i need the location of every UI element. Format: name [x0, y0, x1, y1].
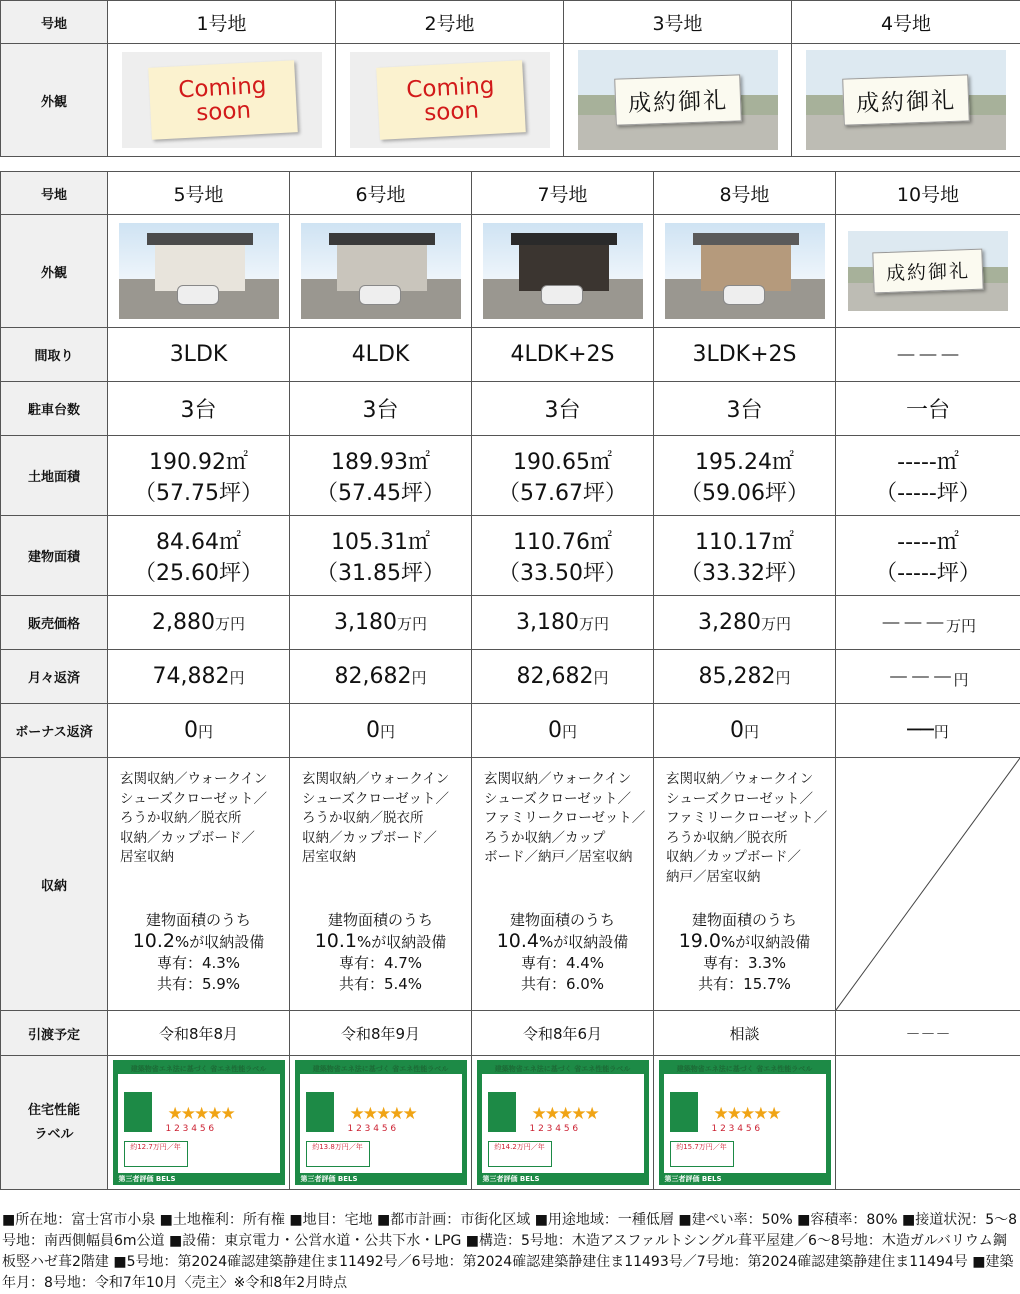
energy-label-title: 建築物省エネ法に基づく 省エネ性能ラベル	[659, 1064, 831, 1074]
building-tsubo: （31.85坪）	[290, 556, 471, 587]
lot-7-handover: 令和8年6月	[472, 1011, 654, 1056]
sold-card: 成約御礼	[614, 74, 742, 125]
storage-line: ファミリークローゼット／	[666, 809, 829, 829]
lot-7-name: 7号地	[472, 172, 654, 215]
storage-line: ろうか収納／脱衣所	[666, 829, 829, 849]
lot-5-bonus	[108, 704, 290, 758]
lot-10-parking: 一台	[836, 382, 1020, 436]
coming-line2: soon	[195, 99, 251, 126]
lot-6-price	[290, 596, 472, 650]
ratio-line	[472, 931, 653, 953]
lot-6-storage	[290, 758, 472, 1011]
storage-ratio	[108, 910, 289, 995]
roof	[693, 233, 799, 245]
label-strip	[488, 1092, 516, 1132]
car	[177, 285, 219, 305]
price-unit: 万円	[946, 617, 976, 635]
storage-line: 納戸／居室収納	[666, 868, 829, 888]
sold-card: 成約御礼	[842, 74, 970, 125]
lot-10-name: 10号地	[836, 172, 1020, 215]
energy-label	[295, 1060, 467, 1185]
perf-label-line1: 住宅性能	[1, 1099, 107, 1123]
bonus-value: 0	[184, 718, 198, 743]
energy-label	[477, 1060, 649, 1185]
lot-10-bonus	[836, 704, 1020, 758]
lot-10-monthly	[836, 650, 1020, 704]
lot-5-perf-label	[108, 1056, 290, 1190]
bonus-unit: 円	[380, 723, 395, 741]
energy-label	[113, 1060, 285, 1185]
lot-7-layout: 4LDK+2S	[472, 328, 654, 382]
land-m2: 189.93㎡	[290, 445, 471, 476]
car	[359, 285, 401, 305]
lot-8-exterior	[654, 215, 836, 328]
coming-soon-image	[122, 52, 322, 148]
header-monthly: 月々返済	[1, 650, 108, 704]
monthly-unit: 円	[411, 669, 426, 687]
header-bonus: ボーナス返済	[1, 704, 108, 758]
energy-label-title: 建築物省エネ法に基づく 省エネ性能ラベル	[113, 1064, 285, 1074]
storage-line: ファミリークローゼット／	[484, 809, 647, 829]
storage-ratio	[654, 910, 835, 995]
lot-8-layout: 3LDK+2S	[654, 328, 836, 382]
label-footer: 第三者評価 BELS	[301, 1174, 358, 1184]
lot-5-storage	[108, 758, 290, 1011]
lot-5-handover: 令和8年8月	[108, 1011, 290, 1056]
house	[155, 243, 245, 291]
bonus-unit: 円	[744, 723, 759, 741]
land-m2: 195.24㎡	[654, 445, 835, 476]
lot-8-land	[654, 436, 836, 516]
main-lots-table	[0, 171, 1020, 1190]
coming-line1: Coming	[177, 74, 266, 103]
shared-ratio: 共有：15.7%	[654, 974, 835, 995]
monthly-value: 85,282	[699, 664, 776, 689]
header-exterior: 外観	[1, 215, 108, 328]
energy-cost: 約12.7万円／年	[124, 1141, 188, 1167]
building-tsubo: （33.32坪）	[654, 556, 835, 587]
lot-8-building	[654, 516, 836, 596]
header-layout: 間取り	[1, 328, 108, 382]
lot-6-land	[290, 436, 472, 516]
lot-5-building	[108, 516, 290, 596]
storage-line: 収納／カップボード／	[120, 829, 283, 849]
lot-5-monthly	[108, 650, 290, 704]
storage-ratio	[472, 910, 653, 995]
lot-5-price	[108, 596, 290, 650]
private-ratio: 専有：4.4%	[472, 953, 653, 974]
lot-8-handover: 相談	[654, 1011, 836, 1056]
building-tsubo: （25.60坪）	[108, 556, 289, 587]
bonus-value: ──	[907, 718, 934, 743]
lot-2-exterior	[336, 44, 564, 157]
energy-cost: 約14.2万円／年	[488, 1141, 552, 1167]
ratio-percent: 10.4	[497, 930, 539, 952]
price-value: 2,880	[152, 610, 215, 635]
star-rating: ★★★★★	[350, 1104, 416, 1124]
lot-1-name: 1号地	[108, 1, 336, 44]
label-strip	[306, 1092, 334, 1132]
bonus-value: 0	[548, 718, 562, 743]
storage-line: 居室収納	[120, 848, 283, 868]
coming-line2: soon	[423, 99, 479, 126]
lot-10-price	[836, 596, 1020, 650]
building-m2: -----㎡	[836, 525, 1020, 556]
energy-label-body	[118, 1074, 280, 1173]
lot-3-name: 3号地	[564, 1, 792, 44]
header-price: 販売価格	[1, 596, 108, 650]
ratio-percent: 19.0	[679, 930, 721, 952]
lot-10-layout: －－－	[836, 328, 1020, 382]
monthly-value: －－－	[887, 666, 953, 691]
header-storage: 収納	[1, 758, 108, 1011]
lot-6-name: 6号地	[290, 172, 472, 215]
header-perf-label	[1, 1056, 108, 1190]
house-photo	[665, 223, 825, 319]
perf-label-line2: ラベル	[1, 1123, 107, 1147]
storage-line: ボード／納戸／居室収納	[484, 848, 647, 868]
label-strip	[124, 1092, 152, 1132]
monthly-unit: 円	[229, 669, 244, 687]
energy-label-body	[482, 1074, 644, 1173]
lot-7-price	[472, 596, 654, 650]
storage-line: 玄関収納／ウォークイン	[120, 770, 283, 790]
lot-6-bonus	[290, 704, 472, 758]
label-footer: 第三者評価 BELS	[665, 1174, 722, 1184]
storage-line: シューズクローゼット／	[666, 790, 829, 810]
lot-10-building	[836, 516, 1020, 596]
ratio-percent: 10.2	[133, 930, 175, 952]
storage-line: 玄関収納／ウォークイン	[302, 770, 465, 790]
lot-4-exterior	[792, 44, 1020, 157]
price-unit: 万円	[761, 615, 791, 633]
land-tsubo: （-----坪）	[836, 476, 1020, 507]
lot-8-bonus	[654, 704, 836, 758]
storage-list	[108, 770, 289, 910]
storage-list	[654, 770, 835, 910]
monthly-unit: 円	[593, 669, 608, 687]
lot-8-parking: 3台	[654, 382, 836, 436]
bonus-unit: 円	[562, 723, 577, 741]
land-m2: 190.92㎡	[108, 445, 289, 476]
coming-soon-card	[148, 60, 298, 140]
lot-7-perf-label	[472, 1056, 654, 1190]
roof	[329, 233, 435, 245]
land-tsubo: （57.75坪）	[108, 476, 289, 507]
building-m2: 84.64㎡	[108, 525, 289, 556]
star-rating: ★★★★★	[532, 1104, 598, 1124]
lot-6-exterior	[290, 215, 472, 328]
storage-line: 玄関収納／ウォークイン	[666, 770, 829, 790]
lot-10-photo	[848, 231, 1008, 311]
lot-5-exterior	[108, 215, 290, 328]
energy-label-body	[300, 1074, 462, 1173]
lot-3-exterior	[564, 44, 792, 157]
energy-label-body	[664, 1074, 826, 1173]
sold-card: 成約御礼	[872, 249, 983, 294]
lot-10-exterior	[836, 215, 1020, 328]
lot-2-name: 2号地	[336, 1, 564, 44]
label-strip	[670, 1092, 698, 1132]
ratio-line	[290, 931, 471, 953]
energy-cost: 約15.7万円／年	[670, 1141, 734, 1167]
storage-line: シューズクローゼット／	[120, 790, 283, 810]
house-photo	[301, 223, 461, 319]
storage-line: ろうか収納／脱衣所	[302, 809, 465, 829]
ratio-tail: %が収納設備	[357, 933, 446, 951]
ratio-lead: 建物面積のうち	[654, 910, 835, 931]
lot-7-bonus	[472, 704, 654, 758]
lot-7-land	[472, 436, 654, 516]
land-tsubo: （59.06坪）	[654, 476, 835, 507]
insulation-scale: 1 2 3 4 5 6	[712, 1124, 761, 1134]
coming-soon-image	[350, 52, 550, 148]
ratio-line	[108, 931, 289, 953]
land-m2: -----㎡	[836, 445, 1020, 476]
energy-label-title: 建築物省エネ法に基づく 省エネ性能ラベル	[477, 1064, 649, 1074]
bonus-unit: 円	[934, 723, 949, 741]
ratio-tail: %が収納設備	[721, 933, 810, 951]
bonus-unit: 円	[198, 723, 213, 741]
ratio-tail: %が収納設備	[175, 933, 264, 951]
price-unit: 万円	[397, 615, 427, 633]
building-tsubo: （33.50坪）	[472, 556, 653, 587]
lot-6-handover: 令和8年9月	[290, 1011, 472, 1056]
header-land: 土地面積	[1, 436, 108, 516]
price-unit: 万円	[215, 615, 245, 633]
star-rating: ★★★★★	[168, 1104, 234, 1124]
lot-7-building	[472, 516, 654, 596]
lot-8-storage	[654, 758, 836, 1011]
house-photo	[119, 223, 279, 319]
property-notes: ■所在地：富士宮市小泉 ■土地権利：所有権 ■地目：宅地 ■都市計画：市街化区域 ■用途地域：一種低層 ■建ぺい率：50% ■容積率：80% ■接道状況：5～8号地：南西側幅員6m公道 ■設備：東京電力・公営水道・公共下水・LPG ■構造：5号地：木造アスファルトシングル葺平屋建／6～8号地：木造ガルバリウム鋼板竪ハゼ葺2階建 ■5号地：第2024確認建築静建住ま11492号／6号地：第2024確認建築静建住ま11493号／7号地：第2024確認建築静建住ま11494号 ■建築年月：8号地：令和7年10月〈売主〉※令和8年2月時点	[2, 1210, 1018, 1294]
monthly-value: 82,682	[335, 664, 412, 689]
storage-line: シューズクローゼット／	[302, 790, 465, 810]
header-handover: 引渡予定	[1, 1011, 108, 1056]
lot-8-perf-label	[654, 1056, 836, 1190]
lot-5-layout: 3LDK	[108, 328, 290, 382]
storage-line: シューズクローゼット／	[484, 790, 647, 810]
lot-6-parking: 3台	[290, 382, 472, 436]
insulation-scale: 1 2 3 4 5 6	[348, 1124, 397, 1134]
lot-1-exterior	[108, 44, 336, 157]
lot-10-handover: －－－	[836, 1011, 1020, 1056]
car	[723, 285, 765, 305]
coming-line1: Coming	[405, 74, 494, 103]
bonus-value: 0	[730, 718, 744, 743]
private-ratio: 専有：4.7%	[290, 953, 471, 974]
monthly-unit: 円	[954, 671, 969, 689]
lot-4-photo	[806, 50, 1006, 150]
price-value: 3,180	[334, 610, 397, 635]
private-ratio: 専有：3.3%	[654, 953, 835, 974]
building-tsubo: （-----坪）	[836, 556, 1020, 587]
energy-label-title: 建築物省エネ法に基づく 省エネ性能ラベル	[295, 1064, 467, 1074]
lot-7-storage	[472, 758, 654, 1011]
price-value: 3,180	[516, 610, 579, 635]
private-ratio: 専有：4.3%	[108, 953, 289, 974]
monthly-unit: 円	[775, 669, 790, 687]
shared-ratio: 共有：5.4%	[290, 974, 471, 995]
ratio-lead: 建物面積のうち	[472, 910, 653, 931]
monthly-value: 82,682	[517, 664, 594, 689]
header-building: 建物面積	[1, 516, 108, 596]
house	[701, 243, 791, 291]
storage-line: 収納／カップボード／	[302, 829, 465, 849]
lot-6-monthly	[290, 650, 472, 704]
price-value: －－－	[880, 612, 946, 637]
house	[337, 243, 427, 291]
land-tsubo: （57.45坪）	[290, 476, 471, 507]
storage-list	[290, 770, 471, 910]
roof	[147, 233, 253, 245]
storage-list	[472, 770, 653, 910]
lot-10-perf-label	[836, 1056, 1020, 1190]
diagonal-line	[836, 758, 1020, 1010]
building-m2: 110.17㎡	[654, 525, 835, 556]
shared-ratio: 共有：5.9%	[108, 974, 289, 995]
land-m2: 190.65㎡	[472, 445, 653, 476]
lot-7-monthly	[472, 650, 654, 704]
ratio-percent: 10.1	[315, 930, 357, 952]
bonus-value: 0	[366, 718, 380, 743]
shared-ratio: 共有：6.0%	[472, 974, 653, 995]
land-tsubo: （57.67坪）	[472, 476, 653, 507]
label-footer: 第三者評価 BELS	[483, 1174, 540, 1184]
lot-4-name: 4号地	[792, 1, 1020, 44]
ratio-lead: 建物面積のうち	[108, 910, 289, 931]
storage-line: ろうか収納／カップ	[484, 829, 647, 849]
energy-label	[659, 1060, 831, 1185]
lot-10-land	[836, 436, 1020, 516]
lot-3-photo	[578, 50, 778, 150]
storage-line: 玄関収納／ウォークイン	[484, 770, 647, 790]
building-m2: 110.76㎡	[472, 525, 653, 556]
lot-5-name: 5号地	[108, 172, 290, 215]
storage-ratio	[290, 910, 471, 995]
house-photo	[483, 223, 643, 319]
label-footer: 第三者評価 BELS	[119, 1174, 176, 1184]
header-lot: 号地	[1, 1, 108, 44]
lot-5-land	[108, 436, 290, 516]
lot-7-exterior	[472, 215, 654, 328]
lot-6-layout: 4LDK	[290, 328, 472, 382]
storage-line: 収納／カップボード／	[666, 848, 829, 868]
header-parking: 駐車台数	[1, 382, 108, 436]
building-m2: 105.31㎡	[290, 525, 471, 556]
storage-line: ろうか収納／脱衣所	[120, 809, 283, 829]
lot-6-perf-label	[290, 1056, 472, 1190]
coming-soon-card	[376, 60, 526, 140]
lot-10-storage	[836, 758, 1020, 1011]
header-lot: 号地	[1, 172, 108, 215]
lot-8-price	[654, 596, 836, 650]
monthly-value: 74,882	[153, 664, 230, 689]
lot-5-parking: 3台	[108, 382, 290, 436]
lot-7-parking: 3台	[472, 382, 654, 436]
roof	[511, 233, 617, 245]
ratio-lead: 建物面積のうち	[290, 910, 471, 931]
header-exterior: 外観	[1, 44, 108, 157]
star-rating: ★★★★★	[714, 1104, 780, 1124]
ratio-tail: %が収納設備	[539, 933, 628, 951]
storage-line: 居室収納	[302, 848, 465, 868]
lot-8-name: 8号地	[654, 172, 836, 215]
insulation-scale: 1 2 3 4 5 6	[530, 1124, 579, 1134]
price-value: 3,280	[698, 610, 761, 635]
house	[519, 243, 609, 291]
car	[541, 285, 583, 305]
ratio-line	[654, 931, 835, 953]
lot-6-building	[290, 516, 472, 596]
lot-8-monthly	[654, 650, 836, 704]
price-unit: 万円	[579, 615, 609, 633]
top-lots-table	[0, 0, 1020, 157]
insulation-scale: 1 2 3 4 5 6	[166, 1124, 215, 1134]
energy-cost: 約13.8万円／年	[306, 1141, 370, 1167]
